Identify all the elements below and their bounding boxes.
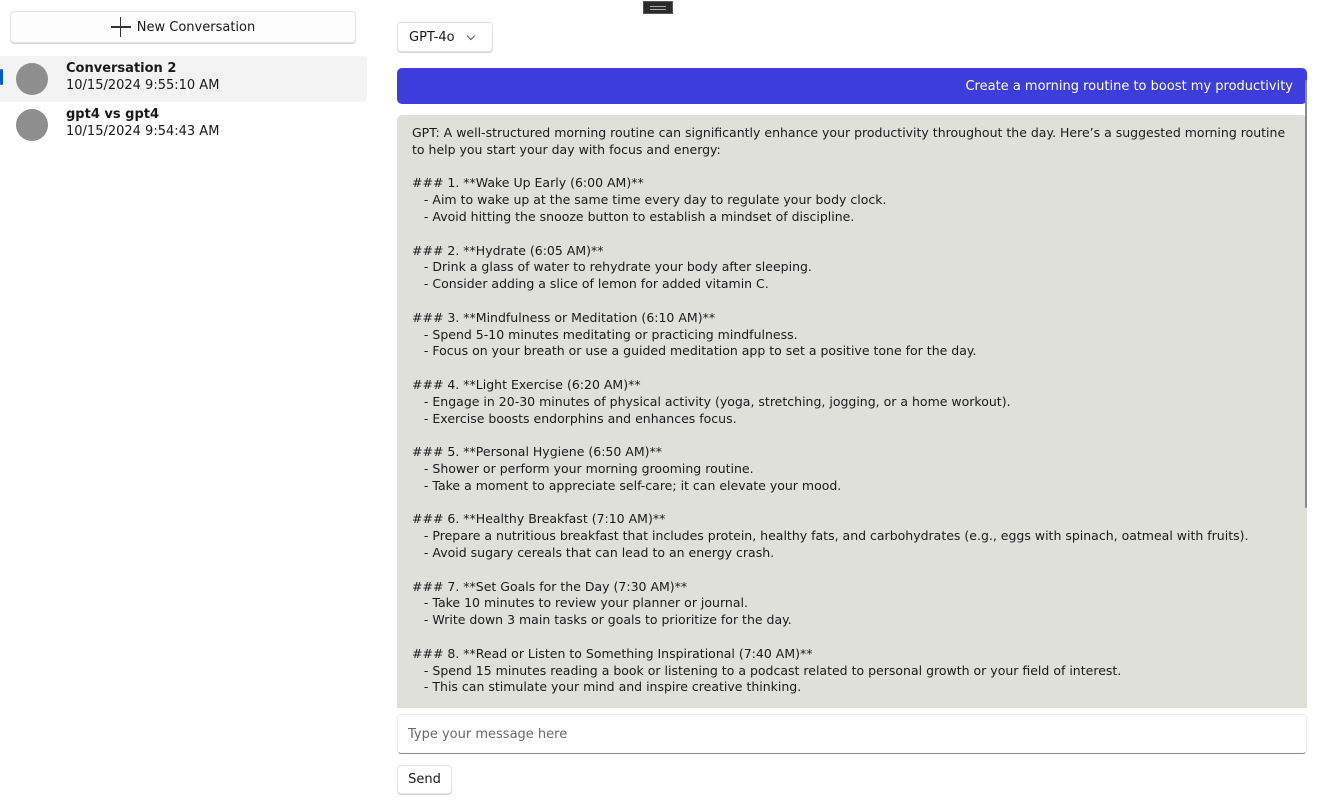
conversation-list [0, 56, 368, 148]
model-selected-value: GPT-4o [409, 29, 455, 45]
drag-handle-icon[interactable] [643, 1, 673, 14]
sidebar [0, 0, 368, 807]
avatar [16, 63, 48, 95]
model-dropdown[interactable] [397, 22, 493, 52]
new-conversation-label: New Conversation [136, 19, 256, 35]
send-button[interactable] [397, 765, 452, 794]
assistant-message-bubble [397, 115, 1307, 708]
send-label: Send [408, 772, 441, 787]
conversation-date: 10/15/2024 9:55:10 AM [66, 78, 220, 93]
assistant-message-text: GPT: A well-structured morning routine can significantly enhance your productivity throughout the day. Here’s a suggested morning routine to help you start your day with focus and energy: ### 1. **Wake Up Early (6:00 AM)** - Aim to wake up at the same time every day to regulate your body clock. - Avoid hitting the snooze button to establish a mindset of discipline. ### 2. **Hydrate (6:05 AM)** - Drink a glass of water to rehydrate your body after sleeping. - Consider adding a slice of lemon for added vitamin C. ### 3. **Mindfulness or Meditation (6:10 AM)** - Spend 5-10 minutes meditating or practicing mindfulness. - Focus on your breath or use a guided meditation app to set a positive tone for the day. ### 4. **Light Exercise (6:20 AM)** - Engage in 20-30 minutes of physical activity (yoga, stretching, jogging, or a home workout). - Exercise boosts endorphins and enhances focus. ### 5. **Personal Hygiene (6:50 AM)** - Shower or perform your morning grooming routine. - Take a moment to appreciate self-care; it can elevate your mood. ### 6. **Healthy Breakfast (7:10 AM)** - Prepare a nutritious breakfast that includes protein, healthy fats, and carbohydrates (e.g., eggs with spinach, oatmeal with fruits). - Avoid sugary cereals that can lead to an energy crash. ### 7. **Set Goals for the Day (7:30 AM)** - Take 10 minutes to review your planner or journal. - Write down 3 main tasks or goals to prioritize for the day. ### 8. **Read or Listen to Something Inspirational (7:40 AM)** - Spend 15 minutes reading a book or listening to a podcast related to personal growth or your field of interest. - This can stimulate your mind and inspire creative thinking. [412, 125, 1286, 695]
conversation-title: gpt4 vs gpt4 [66, 107, 160, 122]
conversation-item[interactable] [0, 56, 367, 102]
plus-icon [111, 17, 131, 37]
conversation-date: 10/15/2024 9:54:43 AM [66, 124, 220, 139]
conversation-item[interactable] [0, 102, 368, 148]
message-input[interactable] [397, 714, 1307, 754]
conversation-title: Conversation 2 [66, 61, 177, 76]
user-message-text: Create a morning routine to boost my productivity [965, 78, 1293, 94]
chevron-down-icon [467, 32, 475, 40]
chat-scrollbar[interactable] [1305, 80, 1307, 508]
user-message-bubble [397, 68, 1307, 104]
new-conversation-button[interactable] [10, 11, 356, 43]
avatar [16, 109, 48, 141]
selection-indicator [0, 69, 3, 85]
